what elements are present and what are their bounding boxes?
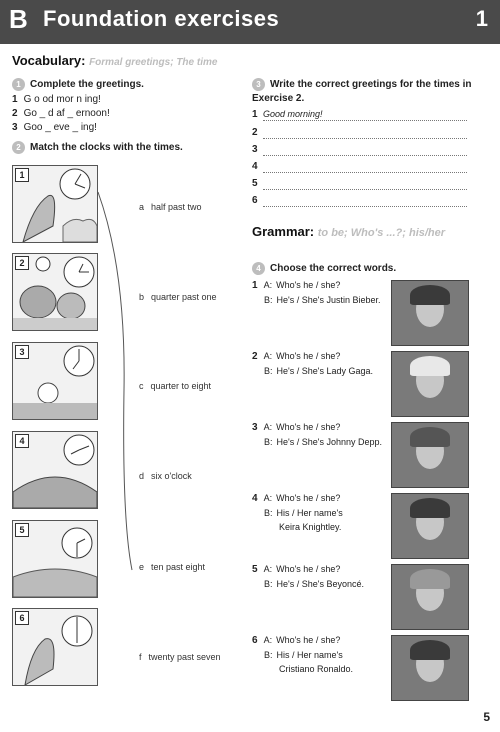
line-number: 1 <box>252 109 258 120</box>
list-item: 1 G o od mor n ing! <box>12 94 101 105</box>
section-letter: B <box>9 4 28 34</box>
exercise-4-item-2: 2 A: Who's he / she? B: He's / She's Lady Gaga. <box>252 351 374 376</box>
exercise-2-instruction: 2 Match the clocks with the times. <box>12 141 183 155</box>
line-number: 2 <box>252 127 258 138</box>
exercise-4-item-5: 5 A: Who's he / she? B: He's / She's Beyoncé. <box>252 564 364 589</box>
list-item: f twenty past seven <box>139 652 221 662</box>
clock-picture-4: 4 <box>12 431 98 509</box>
exercise-1-items <box>12 93 110 135</box>
page-header <box>0 0 500 44</box>
answer-line-4[interactable] <box>263 161 467 173</box>
line-number: 6 <box>252 195 258 206</box>
photo-justin-bieber <box>391 280 469 346</box>
exercise-4-instruction: 4 Choose the correct words. <box>252 262 396 276</box>
answer-line-1[interactable]: Good morning! <box>263 109 467 121</box>
list-item: b quarter past one <box>139 292 217 302</box>
photo-beyonce <box>391 564 469 630</box>
answer-line-2[interactable] <box>263 127 467 139</box>
clock-picture-1: 1 <box>12 165 98 243</box>
unit-number: 1 <box>475 6 488 31</box>
clock-picture-6: 6 <box>12 608 98 686</box>
clock-picture-3: 3 <box>12 342 98 420</box>
list-item: c quarter to eight <box>139 381 212 391</box>
grammar-heading: Grammar: to be; Who's ...?; his/her <box>252 224 446 239</box>
line-number: 3 <box>252 144 258 155</box>
exercise-1-instruction: 1 Complete the greetings. <box>12 78 144 92</box>
clock-picture-2: 2 <box>12 253 98 331</box>
section-title: Foundation exercises <box>43 6 280 31</box>
photo-lady-gaga <box>391 351 469 417</box>
line-number: 5 <box>252 178 258 189</box>
exercise-4-item-3: 3 A: Who's he / she? B: He's / She's Johnny Depp. <box>252 422 383 447</box>
list-item: 3 Goo _ eve _ ing! <box>12 122 97 133</box>
exercise-4-item-4: 4 A: Who's he / she? B: His / Her name's Keira Knightley. <box>252 493 343 532</box>
exercise-4-item-6: 6 A: Who's he / she? B: His / Her name's Cristiano Ronaldo. <box>252 635 354 674</box>
clock-picture-5: 5 <box>12 520 98 598</box>
photo-keira-knightley <box>391 493 469 559</box>
matching-line <box>96 190 136 580</box>
list-item: a half past two <box>139 202 202 212</box>
page-number: 5 <box>483 710 490 724</box>
answer-line-5[interactable] <box>263 178 467 190</box>
exercise-4-item-1: 1 A: Who's he / she? B: He's / She's Justin Bieber. <box>252 280 381 305</box>
vocabulary-heading: Vocabulary: Formal greetings; The time <box>12 53 218 68</box>
list-item: e ten past eight <box>139 562 206 572</box>
exercise-3-instruction: 3 Write the correct greetings for the times in Exercise 2. <box>252 79 472 105</box>
photo-cristiano-ronaldo <box>391 635 469 701</box>
list-item: 2 Go _ d af _ ernoon! <box>12 108 110 119</box>
list-item: d six o'clock <box>139 471 192 481</box>
answer-line-6[interactable] <box>263 195 467 207</box>
answer-line-3[interactable] <box>263 144 467 156</box>
photo-johnny-depp <box>391 422 469 488</box>
line-number: 4 <box>252 161 258 172</box>
